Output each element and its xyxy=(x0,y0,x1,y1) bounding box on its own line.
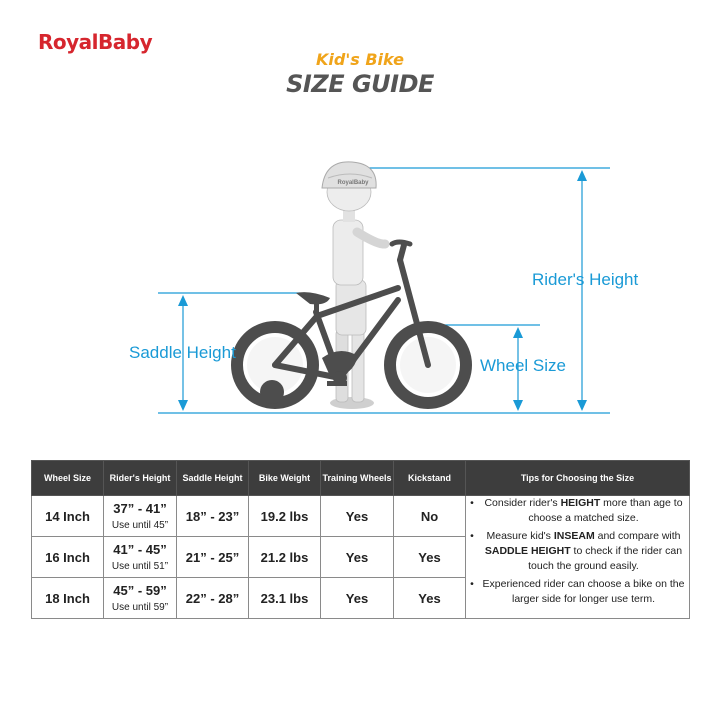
cell-kickstand: Yes xyxy=(394,537,466,578)
cell-saddle-height: 22” - 28” xyxy=(177,578,249,619)
table-header-row xyxy=(32,461,690,496)
cell-bike-weight: 23.1 lbs xyxy=(249,578,321,619)
table-row xyxy=(32,496,690,537)
tip-item: • Experienced rider can choose a bike on the larger side for longer use term. xyxy=(470,578,685,605)
header-kickstand: Kickstand xyxy=(394,461,466,496)
cell-tips xyxy=(466,496,690,619)
cell-kickstand: Yes xyxy=(394,578,466,619)
header-saddle-height: Saddle Height xyxy=(177,461,249,496)
cell-bike-weight: 21.2 lbs xyxy=(249,537,321,578)
header-wheel-size: Wheel Size xyxy=(32,461,104,496)
cell-riders-height xyxy=(104,578,177,619)
cell-training-wheels: Yes xyxy=(321,578,394,619)
use-until-note: Use until 45” xyxy=(111,520,169,531)
royalbaby-logo: RoyalBaby xyxy=(38,30,153,54)
tip-item: • Consider rider's HEIGHT more than age to choose a matched size. xyxy=(470,497,683,524)
use-until-note: Use until 59” xyxy=(111,602,169,613)
tip-item: • Measure kid's INSEAM and compare with SADDLE HEIGHT to check if the rider can touch the ground easily. xyxy=(470,530,683,572)
cell-saddle-height: 21” - 25” xyxy=(177,537,249,578)
saddle-height-label: Saddle Height xyxy=(129,343,236,362)
header-riders-height: Rider's Height xyxy=(104,461,177,496)
riders-height-label: Rider's Height xyxy=(532,270,639,289)
page-title: SIZE GUIDE xyxy=(286,70,434,98)
cell-wheel-size: 18 Inch xyxy=(32,578,104,619)
header-training-wheels: Training Wheels xyxy=(321,461,394,496)
cell-training-wheels: Yes xyxy=(321,537,394,578)
cell-wheel-size: 14 Inch xyxy=(32,496,104,537)
helmet-logo-text: RoyalBaby xyxy=(337,180,369,186)
cell-bike-weight: 19.2 lbs xyxy=(249,496,321,537)
wheel-size-label: Wheel Size xyxy=(480,356,566,375)
cell-wheel-size: 16 Inch xyxy=(32,537,104,578)
header-tips: Tips for Choosing the Size xyxy=(466,461,690,496)
header-bike-weight: Bike Weight xyxy=(249,461,321,496)
riders-height-range: 37” - 41” xyxy=(113,501,167,516)
page-subtitle: Kid's Bike xyxy=(316,50,404,69)
cell-riders-height xyxy=(104,496,177,537)
riders-height-range: 41” - 45” xyxy=(113,542,167,557)
cell-training-wheels: Yes xyxy=(321,496,394,537)
cell-kickstand: No xyxy=(394,496,466,537)
use-until-note: Use until 51” xyxy=(111,561,169,572)
cell-riders-height xyxy=(104,537,177,578)
riders-height-range: 45” - 59” xyxy=(113,583,167,598)
size-guide-table xyxy=(31,460,690,619)
cell-saddle-height: 18” - 23” xyxy=(177,496,249,537)
